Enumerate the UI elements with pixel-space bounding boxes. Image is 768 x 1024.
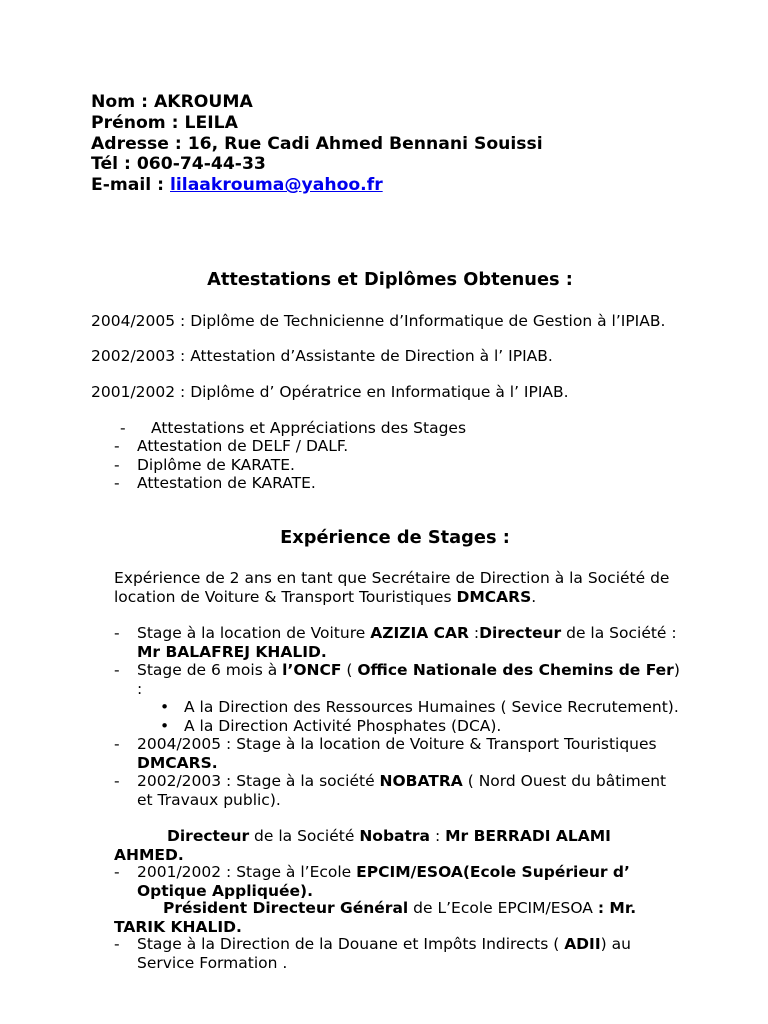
stage-bold: Mr BALAFREJ KHALID. (137, 642, 327, 661)
contact-email (91, 175, 543, 196)
stage-item (114, 661, 684, 735)
stage-bold: ADII (564, 935, 601, 953)
list-item (114, 474, 348, 493)
director-title: Directeur (167, 827, 250, 845)
director-company: Nobatra (359, 827, 431, 845)
stage-text: Stage à la location de Voiture (137, 624, 371, 642)
attestations-list-head (120, 419, 466, 438)
list-item (120, 419, 466, 438)
stages-list-cont (114, 863, 684, 900)
contact-block (91, 92, 543, 196)
email-label: E-mail : (91, 175, 171, 196)
contact-prenom: Prénom : LEILA (91, 112, 238, 133)
stage-president-line (114, 899, 654, 936)
stage-director-line (114, 827, 654, 864)
intro-end: . (531, 587, 537, 606)
stage-bold: EPCIM/ESOA(Ecole Supérieur d’ Optique Appliquée). (137, 863, 630, 900)
director-name: Mr BERRADI ALAMI AHMED. (114, 827, 611, 864)
president-title: Président Directeur Général (163, 899, 409, 917)
attestations-list (114, 437, 348, 493)
dash-marker: - (120, 419, 126, 437)
contact-tel: Tél : 060-74-44-33 (91, 154, 266, 175)
dash-marker: - (114, 863, 120, 881)
stage-bold: NOBATRA (379, 772, 463, 790)
experience-heading: Expérience de Stages : (280, 527, 510, 548)
stage-item (114, 772, 684, 809)
list-item (114, 456, 348, 475)
stage-text: ) au Service Formation . (137, 935, 631, 972)
stage-text: Stage de 6 mois à (137, 661, 283, 679)
dash-marker: - (114, 772, 120, 790)
stage-text: ) : (137, 661, 680, 698)
contact-adresse: Adresse : 16, Rue Cadi Ahmed Bennani Souissi (91, 133, 543, 154)
director-text: : (430, 827, 446, 845)
email-link[interactable]: lilaakrouma@yahoo.fr (170, 175, 383, 196)
stage-item (114, 624, 684, 661)
stage-text: : (468, 624, 480, 642)
list-item (114, 437, 348, 456)
list-item-text: Attestations et Appréciations des Stages (151, 419, 467, 437)
list-item-text: Attestation de KARATE. (137, 474, 316, 492)
dash-marker: - (114, 661, 120, 679)
stage-bold: DMCARS. (137, 753, 218, 772)
stage-text: 2001/2002 : Stage à l’Ecole (137, 863, 357, 881)
dash-marker: - (114, 735, 120, 753)
stage-bold: l’ONCF (282, 661, 342, 679)
diplomas-heading: Attestations et Diplômes Obtenues : (207, 269, 573, 290)
dash-marker: - (114, 935, 120, 953)
experience-intro (114, 569, 684, 606)
bullet-icon: • (160, 716, 170, 735)
sub-item (160, 717, 684, 736)
stage-text: 2002/2003 : Stage à la société (137, 772, 380, 790)
stage-item (114, 863, 684, 900)
list-item-text: Attestation de DELF / DALF. (137, 437, 349, 455)
stage-item (114, 935, 684, 972)
sub-item-text: A la Direction Activité Phosphates (DCA). (184, 716, 502, 735)
stage-text: de la Société : (561, 624, 677, 642)
stage-item (114, 735, 684, 772)
stage-text: Stage à la Direction de la Douane et Impôts Indirects ( (137, 935, 565, 953)
director-text: de la Société (249, 827, 360, 845)
stage-bold: Office Nationale des Chemins de Fer (357, 661, 674, 679)
stage-text: 2004/2005 : Stage à la location de Voiture & Transport Touristiques (137, 735, 657, 753)
president-text: de L’Ecole EPCIM/ESOA (408, 899, 598, 917)
intro-company: DMCARS (456, 587, 532, 606)
stage-bold: AZIZIA CAR (370, 624, 469, 642)
diploma-entry: 2002/2003 : Attestation d’Assistante de Direction à l’ IPIAB. (91, 347, 553, 365)
stage-text: ( (341, 661, 358, 679)
president-name: : Mr. TARIK KHALID. (114, 899, 637, 936)
stage-bold: Directeur (479, 624, 562, 642)
bullet-icon: • (160, 698, 170, 716)
contact-nom: Nom : AKROUMA (91, 92, 253, 112)
stages-list-end (114, 935, 684, 972)
dash-marker: - (114, 624, 120, 642)
stages-list (114, 624, 684, 809)
dash-marker: - (114, 437, 120, 455)
stage-text: ( Nord Ouest du bâtiment et Travaux public). (137, 772, 667, 809)
diploma-entry: 2004/2005 : Diplôme de Technicienne d’Informatique de Gestion à l’IPIAB. (91, 312, 666, 330)
stage-sublist (137, 698, 684, 735)
list-item-text: Diplôme de KARATE. (137, 455, 295, 474)
diploma-entry: 2001/2002 : Diplôme d’ Opératrice en Informatique à l’ IPIAB. (91, 383, 569, 401)
dash-marker: - (114, 455, 120, 474)
sub-item-text: A la Direction des Ressources Humaines ( Sevice Recrutement). (184, 698, 679, 716)
sub-item (160, 698, 684, 717)
dash-marker: - (114, 474, 120, 492)
intro-text: Expérience de 2 ans en tant que Secrétaire de Direction à la Société de location de Voiture & Transport Touristiques (114, 569, 670, 606)
